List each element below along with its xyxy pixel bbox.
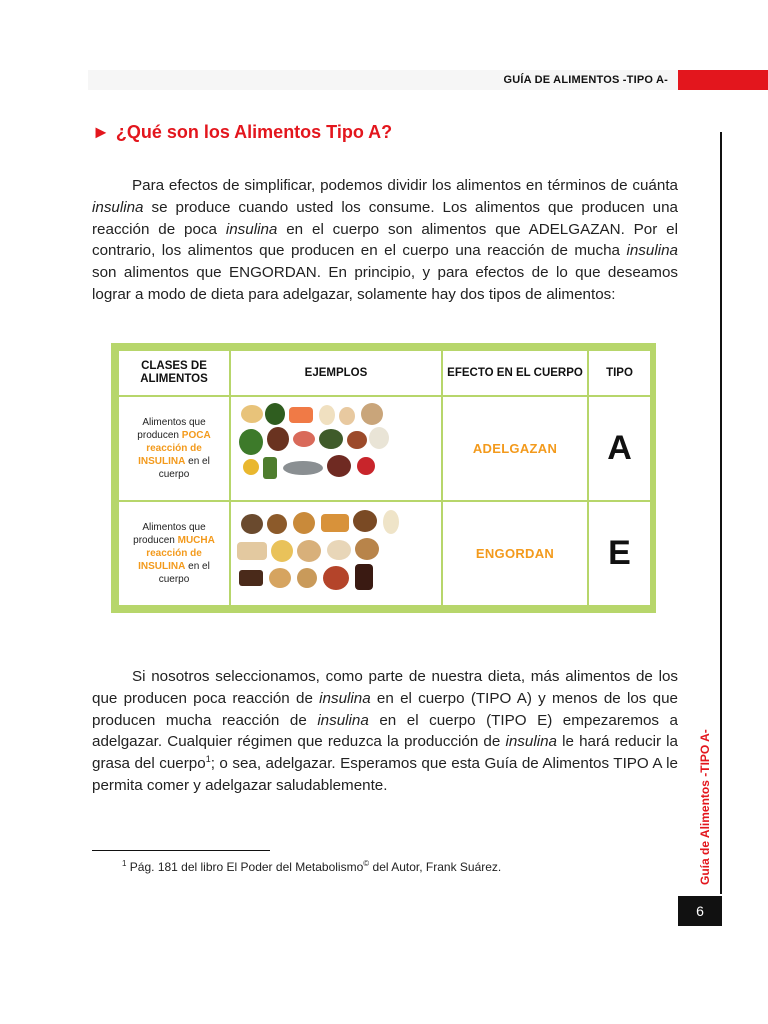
- row-a-effect: ADELGAZAN: [442, 396, 588, 501]
- header-tipo: TIPO: [588, 350, 651, 396]
- header-title: GUÍA DE ALIMENTOS -TIPO A-: [503, 74, 668, 86]
- header-efecto: EFECTO EN EL CUERPO: [442, 350, 588, 396]
- section-title: [92, 122, 392, 143]
- table-row-tipo-e: [118, 501, 651, 606]
- table-header-row: [118, 350, 651, 396]
- healthy-foods-image: [231, 397, 441, 500]
- page-number: 6: [678, 896, 722, 926]
- row-a-food-images: [230, 396, 442, 501]
- header-red-tab: [678, 70, 768, 90]
- food-classes-table: [111, 343, 656, 613]
- header-ejemplos: EJEMPLOS: [230, 350, 442, 396]
- intro-paragraph: Para efectos de simplificar, podemos dividir los alimentos en términos de cuánta insulina se produce cuando usted los consume. Los alimentos que producen una reacción de poca insulina en el cuerpo son alimentos que ADELGAZAN. Por el contrario, los alimentos que producen en el cuerpo una reacción de mucha insulina son alimentos que ENGORDAN. En principio, y para efectos de lo que deseamos lograr a modo de dieta para adelgazar, solamente hay dos tipos de alimentos:: [92, 177, 678, 303]
- footnote-divider: [92, 850, 270, 851]
- footnote-reference: 1: [205, 754, 211, 765]
- row-e-tipo: E: [588, 501, 651, 606]
- arrow-icon: ►: [92, 122, 110, 142]
- row-e-effect: ENGORDAN: [442, 501, 588, 606]
- footnote: $^1$ Pág. 181 del libro El Poder del Metabolismo© del Autor, Frank Suárez.: [122, 859, 502, 874]
- row-a-tipo: A: [588, 396, 651, 501]
- side-divider: [720, 132, 722, 894]
- footnote-mark: 1: [122, 859, 127, 868]
- row-a-description: Alimentos que producen POCA reacción de INSULINA en el cuerpo: [118, 396, 230, 501]
- sidebar-vertical-title: Guía de Alimentos -TIPO A-: [698, 729, 712, 885]
- section-title-text: ¿Qué son los Alimentos Tipo A?: [115, 122, 393, 142]
- conclusion-paragraph: Si nosotros seleccionamos, como parte de nuestra dieta, más alimentos de los que producen poca reacción de insulina en el cuerpo (TIPO A) y menos de los que producen mucha reacción de insulina en el cuerpo (TIPO E) empezaremos a adelgazar. Cualquier régimen que reduzca la producción de insulina le hará reducir la grasa del cuerpo$^1$; o sea, adelgazar. Esperamos que esta Guía de Alimentos TIPO A le permita comer y adelgazar saludablemente.: [92, 668, 678, 794]
- fattening-foods-image: [231, 502, 441, 605]
- header-clases: CLASES DE ALIMENTOS: [118, 350, 230, 396]
- row-e-description: Alimentos que producen MUCHA reacción de INSULINA en el cuerpo: [118, 501, 230, 606]
- copyright-mark: ©: [363, 859, 370, 868]
- row-e-food-images: [230, 501, 442, 606]
- table-row-tipo-a: [118, 396, 651, 501]
